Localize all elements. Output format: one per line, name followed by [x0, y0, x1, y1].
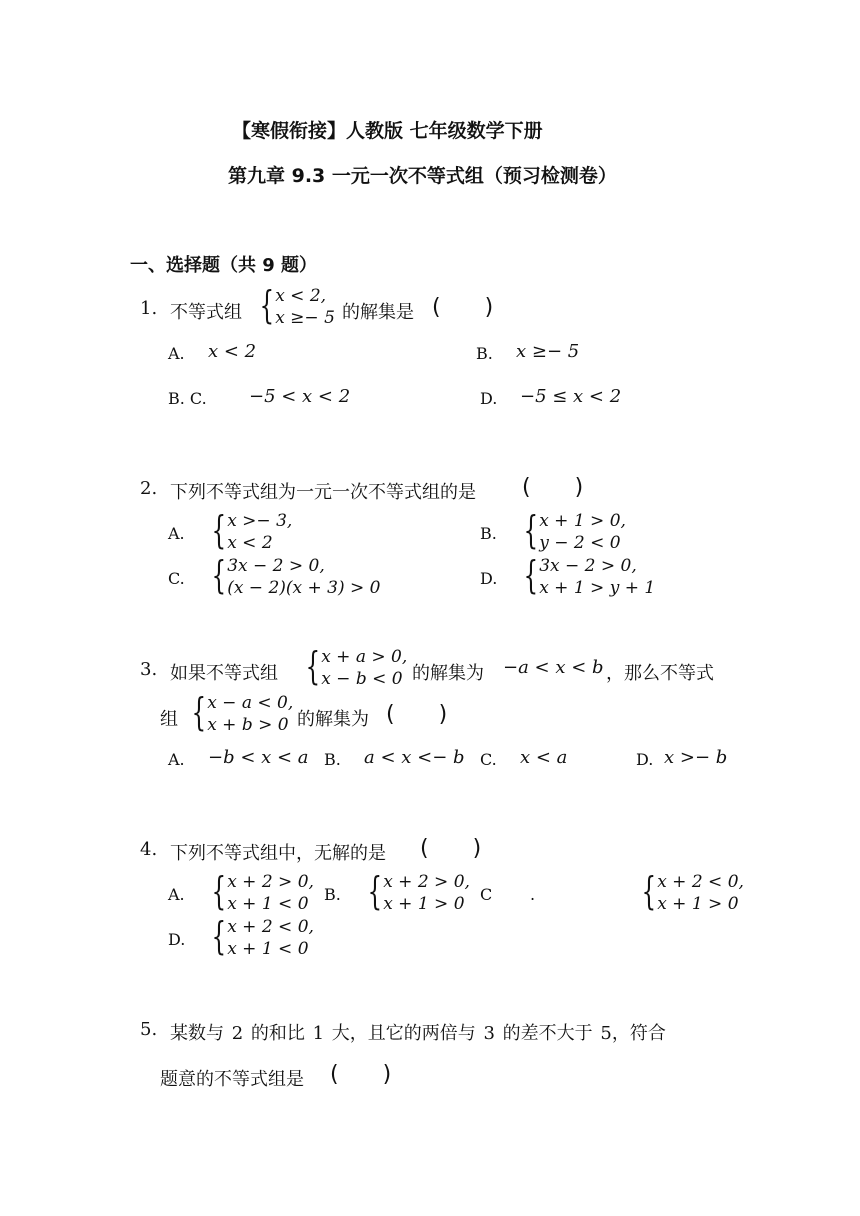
option-label: C [480, 885, 493, 904]
brace-icon: { [211, 508, 227, 552]
system-row: x + 1 < 0 [227, 894, 309, 914]
question-text: 下列不等式组中，无解的是 [170, 843, 386, 864]
option-label: A. [168, 524, 185, 543]
question-number: 5. [140, 1019, 158, 1040]
question-text: 题意的不等式组是 [160, 1069, 304, 1090]
system-row: y − 2 < 0 [539, 533, 621, 553]
brace-icon: { [191, 690, 207, 734]
option-label: C. [480, 750, 497, 769]
option-label: A. [168, 344, 185, 363]
answer-blank: ( ) [432, 295, 494, 320]
system-row: x + b > 0 [207, 715, 289, 735]
system-row: x + 1 > 0 [657, 894, 739, 914]
option-b[interactable]: a < x <− b [364, 747, 465, 768]
system-row: x + a > 0, [321, 647, 408, 667]
inequality-system [182, 692, 293, 736]
option-label: B. [480, 524, 497, 543]
system-row: x + 2 < 0, [227, 917, 314, 937]
option-a[interactable]: x < 2 [208, 341, 257, 362]
option-c[interactable]: x < a [520, 747, 568, 768]
option-label: B. C. [168, 389, 207, 408]
system-row: x + 2 > 0, [383, 872, 470, 892]
option-label: A. [168, 750, 185, 769]
system-row: x + 1 > 0 [383, 894, 465, 914]
option-d[interactable] [514, 555, 655, 599]
brace-icon: { [259, 283, 275, 327]
option-label: C. [168, 569, 185, 588]
brace-icon: { [641, 869, 657, 913]
system-row: x + 1 > 0, [539, 511, 626, 531]
question-number: 2. [140, 478, 158, 499]
inequality-system [296, 646, 407, 690]
option-a[interactable]: −b < x < a [208, 747, 309, 768]
system-row: 3x − 2 > 0, [227, 556, 325, 576]
page-subtitle: 第九章 9.3 一元一次不等式组（预习检测卷） [228, 165, 617, 187]
option-a[interactable] [202, 510, 292, 554]
option-b[interactable]: x ≥− 5 [516, 341, 580, 362]
option-d[interactable]: x >− b [664, 747, 728, 768]
option-label: D. [636, 750, 654, 769]
system-row: x < 2 [227, 533, 273, 553]
question-number: 1. [140, 298, 158, 319]
question-text: 不等式组 [170, 302, 242, 323]
brace-icon: { [211, 914, 227, 958]
system-row: 3x − 2 > 0, [539, 556, 637, 576]
brace-icon: { [523, 553, 539, 597]
system-row: x + 2 < 0, [657, 872, 744, 892]
system-row: x + 1 > y + 1 [539, 578, 656, 598]
system-row: x >− 3, [227, 511, 293, 531]
option-d[interactable]: −5 ≤ x < 2 [520, 386, 622, 407]
brace-icon: { [523, 508, 539, 552]
system-row: x ≥− 5 [275, 308, 335, 328]
option-c[interactable] [632, 871, 744, 915]
question-number: 3. [140, 659, 158, 680]
question-text: 下列不等式组为一元一次不等式组的是 [170, 482, 476, 503]
inequality-system [250, 285, 335, 329]
brace-icon: { [211, 553, 227, 597]
page-title: 【寒假衔接】人教版 七年级数学下册 [232, 120, 543, 142]
answer-blank: ( ) [522, 475, 584, 500]
option-label: B. [324, 750, 341, 769]
option-label: D. [168, 930, 186, 949]
brace-icon: { [305, 644, 321, 688]
option-label: D. [480, 569, 498, 588]
system-row: (x − 2)(x + 3) > 0 [227, 578, 381, 598]
question-text: 组 [160, 709, 178, 730]
question-text: 的解集为 [297, 709, 369, 730]
answer-blank: ( ) [386, 702, 448, 727]
option-d[interactable] [202, 916, 314, 960]
option-c[interactable] [202, 555, 381, 599]
option-label: B. [476, 344, 493, 363]
option-c[interactable]: −5 < x < 2 [249, 386, 351, 407]
question-text: ，那么不等式 [606, 663, 714, 684]
brace-icon: { [367, 869, 383, 913]
system-row: x + 2 > 0, [227, 872, 314, 892]
solution-range: −a < x < b [503, 657, 604, 678]
question-number: 4. [140, 839, 158, 860]
question-text: 如果不等式组 [170, 663, 278, 684]
brace-icon: { [211, 869, 227, 913]
system-row: x < 2, [275, 286, 327, 306]
question-text: 的解集是 [342, 302, 414, 323]
option-b[interactable] [358, 871, 470, 915]
question-text: 某数与 2 的和比 1 大，且它的两倍与 3 的差不大于 5，符合 [170, 1023, 666, 1044]
question-text: 的解集为 [412, 663, 484, 684]
system-row: x − a < 0, [207, 693, 294, 713]
option-label: B. [324, 885, 341, 904]
section-title: 一、选择题（共 9 题） [130, 255, 318, 276]
option-a[interactable] [202, 871, 314, 915]
option-dot: . [530, 885, 536, 904]
option-label: A. [168, 885, 185, 904]
system-row: x + 1 < 0 [227, 939, 309, 959]
system-row: x − b < 0 [321, 669, 403, 689]
option-b[interactable] [514, 510, 626, 554]
answer-blank: ( ) [330, 1062, 392, 1087]
option-label: D. [480, 389, 498, 408]
answer-blank: ( ) [420, 836, 482, 861]
